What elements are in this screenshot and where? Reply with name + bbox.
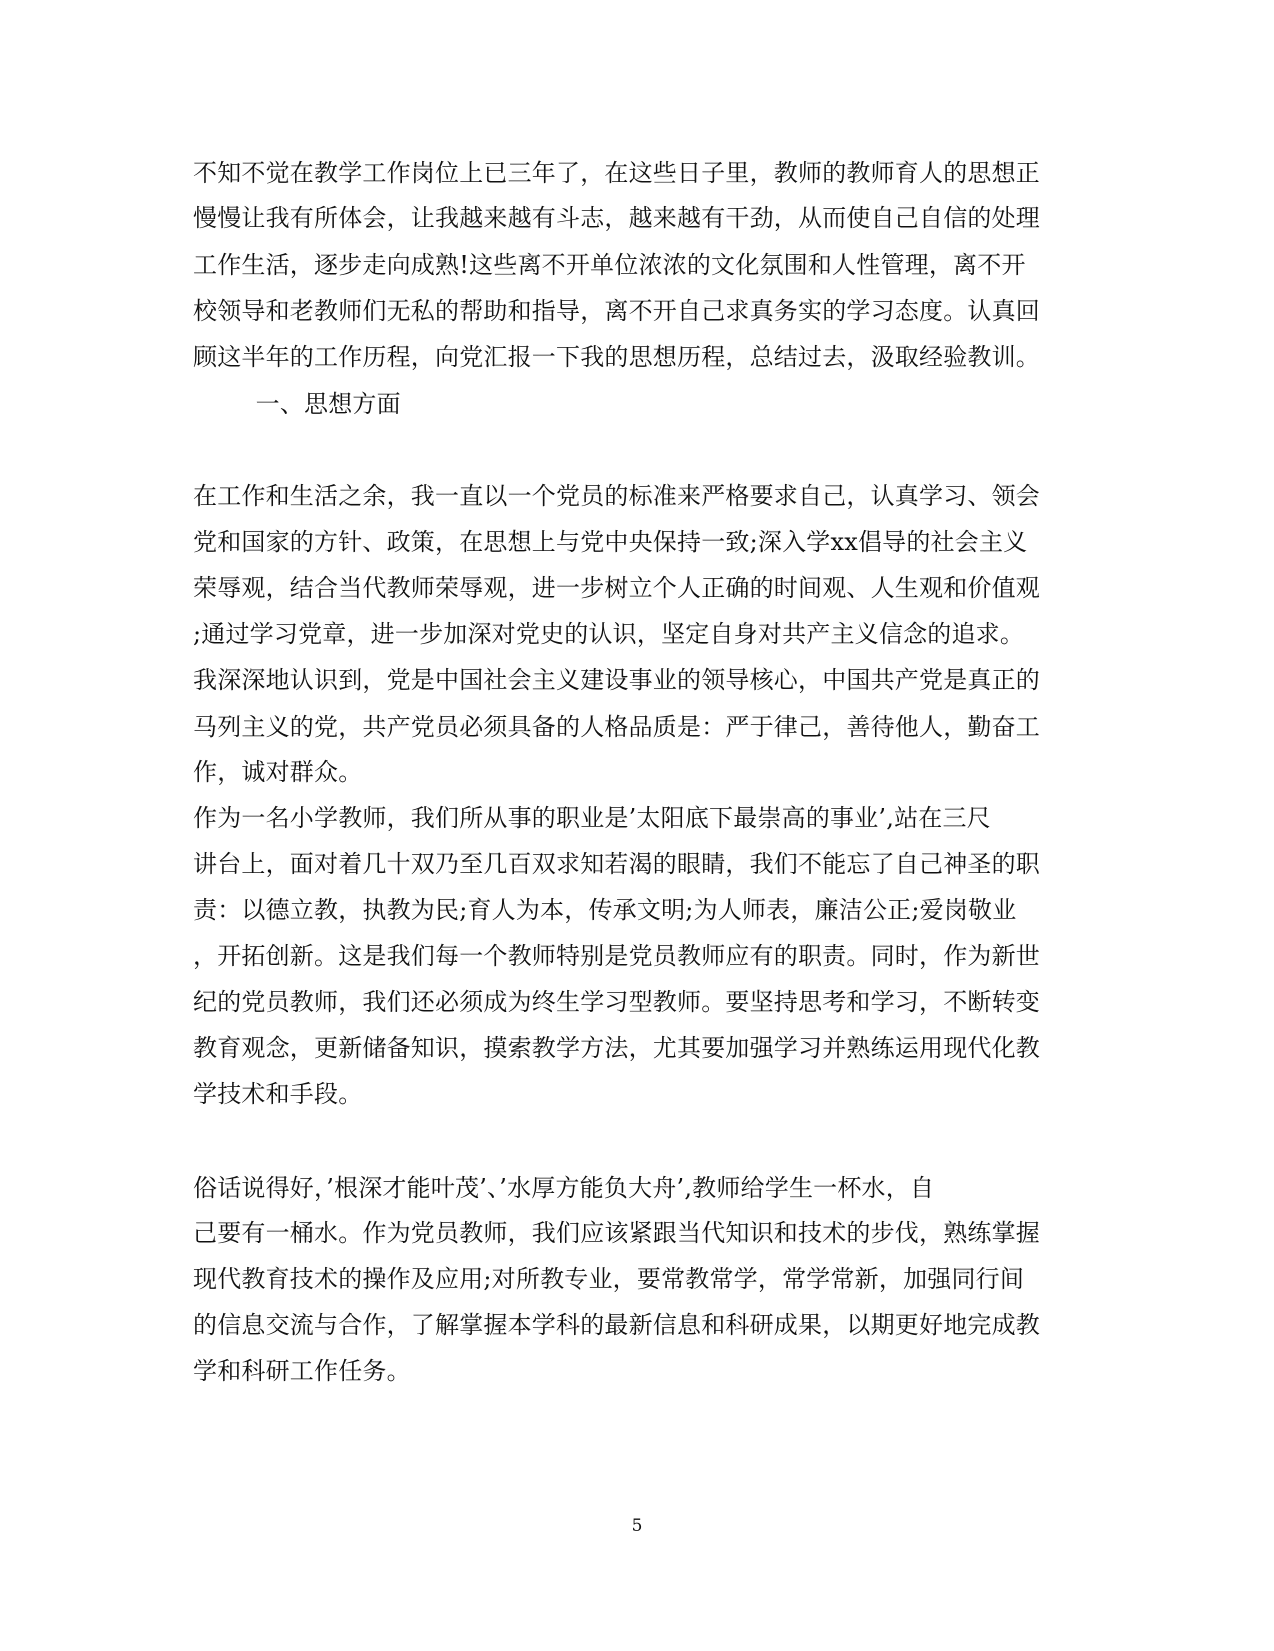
text-line: 讲台上，面对着几十双乃至几百双求知若渴的眼睛，我们不能忘了自己神圣的职 xyxy=(193,850,1040,878)
text-line: 责：以德立教，执教为民;育人为本，传承文明;为人师表，廉洁公正;爱岗敬业 xyxy=(193,896,1017,924)
text-line: 作，诚对群众。 xyxy=(193,758,363,786)
text-line: 慢慢让我有所体会，让我越来越有斗志，越来越有干劲，从而使自己自信的处理 xyxy=(193,204,1040,232)
page-number: 5 xyxy=(631,1516,643,1536)
text-line: ;通过学习党章，进一步加深对党史的认识，坚定自身对共产主义信念的追求。 xyxy=(193,620,1025,648)
text-line: 学和科研工作任务。 xyxy=(193,1357,411,1385)
text-line: 在工作和生活之余，我一直以一个党员的标准来严格要求自己，认真学习、领会 xyxy=(193,482,1040,510)
text-line: 顾这半年的工作历程，向党汇报一下我的思想历程，总结过去，汲取经验教训。 xyxy=(193,343,1040,371)
text-line: ，开拓创新。这是我们每一个教师特别是党员教师应有的职责。同时，作为新世 xyxy=(193,942,1040,970)
text-line: 党和国家的方针、政策，在思想上与党中央保持一致;深入学xx倡导的社会主义 xyxy=(193,528,1028,556)
text-line: 己要有一桶水。作为党员教师，我们应该紧跟当代知识和技术的步伐，熟练掌握 xyxy=(193,1219,1040,1247)
text-line: 荣辱观，结合当代教师荣辱观，进一步树立个人正确的时间观、人生观和价值观 xyxy=(193,574,1040,602)
text-line: 纪的党员教师，我们还必须成为终生学习型教师。要坚持思考和学习，不断转变 xyxy=(193,988,1040,1016)
text-line: 作为一名小学教师，我们所从事的职业是’太阳底下最崇高的事业’,站在三尺 xyxy=(193,804,991,832)
text-line: 学技术和手段。 xyxy=(193,1080,363,1108)
text-line: 教育观念，更新储备知识，摸索教学方法，尤其要加强学习并熟练运用现代化教 xyxy=(193,1034,1040,1062)
text-line: 一、思想方面 xyxy=(193,390,401,418)
text-line: 马列主义的党，共产党员必须具备的人格品质是：严于律己，善待他人，勤奋工 xyxy=(193,713,1040,741)
text-line: 不知不觉在教学工作岗位上已三年了，在这些日子里，教师的教师育人的思想正 xyxy=(193,159,1040,187)
text-line: 的信息交流与合作，了解掌握本学科的最新信息和科研成果，以期更好地完成教 xyxy=(193,1311,1040,1339)
text-line: 俗话说得好，’根深才能叶茂’、’水厚方能负大舟’,教师给学生一杯水，自 xyxy=(193,1174,935,1202)
text-line: 工作生活，逐步走向成熟!这些离不开单位浓浓的文化氛围和人性管理，离不开 xyxy=(193,251,1026,279)
text-line: 我深深地认识到，党是中国社会主义建设事业的领导核心，中国共产党是真正的 xyxy=(193,666,1040,694)
text-line: 校领导和老教师们无私的帮助和指导，离不开自己求真务实的学习态度。认真回 xyxy=(193,297,1040,325)
text-line: 现代教育技术的操作及应用;对所教专业，要常教常学，常学常新，加强同行间 xyxy=(193,1265,1025,1293)
